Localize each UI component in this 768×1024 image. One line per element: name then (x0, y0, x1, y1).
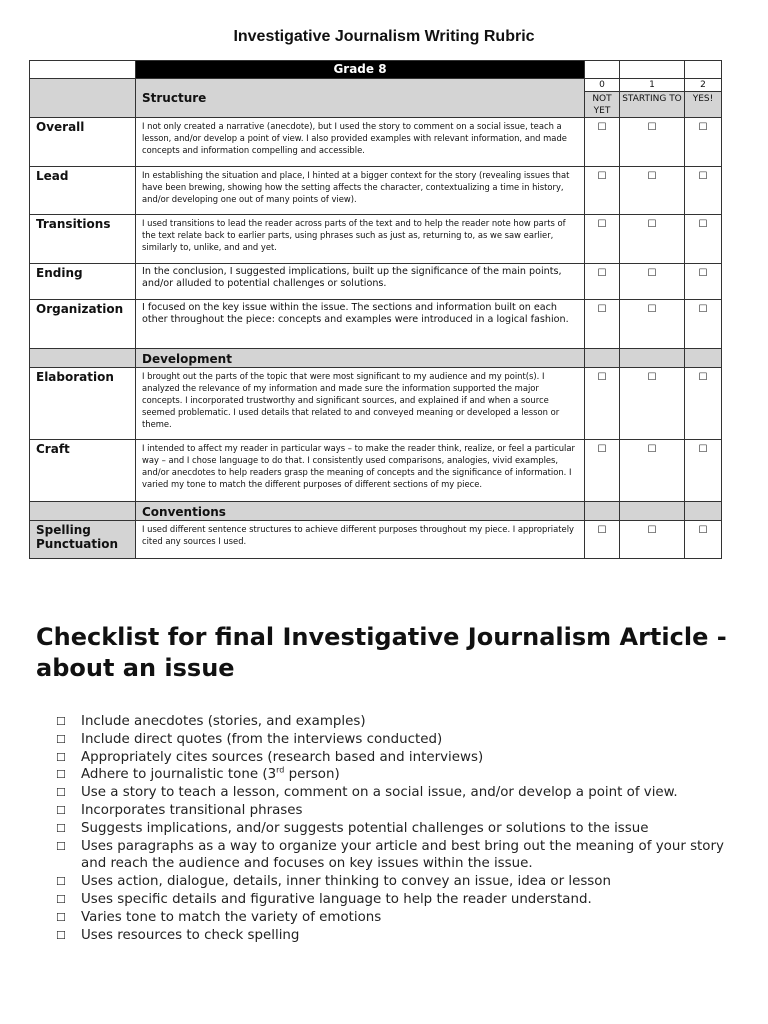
checkbox-icon[interactable]: ☐ (56, 839, 66, 853)
checkbox-icon[interactable]: ☐ (56, 803, 66, 817)
grade-label: Grade 8 (136, 61, 585, 79)
checklist-item (56, 766, 746, 784)
score-label-yes: YES! (685, 92, 722, 118)
rubric-table (29, 60, 722, 559)
checkbox-yes[interactable]: ☐ (685, 521, 722, 559)
checkbox-yes[interactable]: ☐ (685, 440, 722, 502)
category-organization: Organization (30, 300, 136, 349)
checklist-item-text: Uses resources to check spelling (81, 927, 300, 943)
checklist-item (56, 820, 746, 838)
section-heading-structure (136, 79, 585, 118)
checkbox-yes[interactable]: ☐ (685, 215, 722, 264)
category-transitions: Transitions (30, 215, 136, 264)
section-score-blank (685, 349, 722, 368)
checklist-item-text: Appropriately cites sources (research based and interviews) (81, 749, 484, 765)
checklist-item (56, 838, 746, 874)
checkbox-starting-to[interactable]: ☐ (620, 440, 685, 502)
checkbox-starting-to[interactable]: ☐ (620, 215, 685, 264)
category-lead: Lead (30, 167, 136, 215)
checklist-item-text: Uses specific details and figurative language to help the reader understand. (81, 891, 592, 907)
ordinal-superscript: rd (276, 765, 285, 775)
development-corner-cell (30, 349, 136, 368)
checkbox-not-yet[interactable]: ☐ (585, 264, 620, 300)
score-header-blank (585, 61, 620, 79)
checklist-item-text: Varies tone to match the variety of emotions (81, 909, 382, 925)
checkbox-icon[interactable]: ☐ (56, 750, 66, 764)
score-label-not-yet: NOT YET (585, 92, 620, 118)
checkbox-icon[interactable]: ☐ (56, 715, 66, 728)
checkbox-yes[interactable]: ☐ (685, 167, 722, 215)
section-score-blank (620, 349, 685, 368)
checklist-item-text-end: person) (284, 767, 340, 783)
structure-corner-cell (30, 79, 136, 118)
checkbox-yes[interactable]: ☐ (685, 368, 722, 440)
description-ending: In the conclusion, I suggested implications, built up the significance of the main points, and/or alluded to potential challenges or solutions. (136, 264, 585, 300)
checklist-item-text: Incorporates transitional phrases (81, 802, 303, 818)
section-heading-text: Structure (142, 91, 207, 105)
checklist-item (56, 713, 746, 731)
checklist-item (56, 802, 746, 820)
checkbox-not-yet[interactable]: ☐ (585, 440, 620, 502)
checkbox-not-yet[interactable]: ☐ (585, 521, 620, 559)
checklist-item (56, 927, 746, 945)
checkbox-icon[interactable]: ☐ (56, 732, 66, 746)
page-title: Investigative Journalism Writing Rubric (233, 28, 535, 45)
checkbox-yes[interactable]: ☐ (685, 118, 722, 167)
score-number-2: 2 (685, 79, 722, 92)
checklist-item-text: Use a story to teach a lesson, comment on a social issue, and/or develop a point of view. (81, 785, 678, 801)
score-header-blank (620, 61, 685, 79)
checklist-heading: Checklist for final Investigative Journalism Article - about an issue (36, 623, 727, 682)
description-organization: I focused on the key issue within the issue. The sections and information built on each other throughout the piece: concepts and examples were introduced in a logical fashion. (136, 300, 585, 349)
checkbox-starting-to[interactable]: ☐ (620, 118, 685, 167)
checkbox-starting-to[interactable]: ☐ (620, 264, 685, 300)
category-ending: Ending (30, 264, 136, 300)
checklist-item (56, 909, 746, 927)
checkbox-icon[interactable]: ☐ (56, 928, 66, 942)
checkbox-icon[interactable]: ☐ (56, 768, 66, 782)
checkbox-yes[interactable]: ☐ (685, 300, 722, 349)
checkbox-not-yet[interactable]: ☐ (585, 215, 620, 264)
score-number-1: 1 (620, 79, 685, 92)
checklist-item-text: Adhere to journalistic tone (3 (81, 767, 277, 783)
checklist-item-text: Uses paragraphs as a way to organize your article and best bring out the meaning of your story and reach the audience and focuses on key issues within the issue. (81, 838, 724, 872)
checkbox-starting-to[interactable]: ☐ (620, 521, 685, 559)
checklist-item (56, 891, 746, 909)
checklist (56, 713, 746, 944)
checkbox-starting-to[interactable]: ☐ (620, 368, 685, 440)
category-overall: Overall (30, 118, 136, 167)
checkbox-not-yet[interactable]: ☐ (585, 368, 620, 440)
score-number-0: 0 (585, 79, 620, 92)
checkbox-icon[interactable]: ☐ (56, 786, 66, 800)
checkbox-yes[interactable]: ☐ (685, 264, 722, 300)
score-header-blank (685, 61, 722, 79)
description-craft: I intended to affect my reader in particular ways – to make the reader think, realize, or feel a particular way – and I chose language to do that. I consistently used comparisons, analogies, vivid examples, and/or anecdotes to help readers grasp the meaning of concepts and the significance of information. I varied my tone to match the different purposes of different sections of my piece. (136, 440, 585, 502)
checkbox-not-yet[interactable]: ☐ (585, 300, 620, 349)
rubric-corner-cell (30, 61, 136, 79)
checkbox-icon[interactable]: ☐ (56, 910, 66, 924)
checkbox-icon[interactable]: ☐ (56, 821, 66, 835)
description-transitions: I used transitions to lead the reader across parts of the text and to help the reader note how parts of the text relate back to earlier parts, using phrases such as just as, returning to, as we saw earlier, similarly to, unlike, and and yet. (136, 215, 585, 264)
score-label-starting-to: STARTING TO (620, 92, 685, 118)
checkbox-not-yet[interactable]: ☐ (585, 118, 620, 167)
description-elaboration: I brought out the parts of the topic that were most significant to my audience and my point(s). I analyzed the relevance of my information and made sure the information supported the major concepts. I incorporated trustworthy and significant sources, and explained if and when a source seemed problematic. I used details that related to and conveyed meaning or developed a lesson or theme. (136, 368, 585, 440)
category-craft: Craft (30, 440, 136, 502)
category-elaboration: Elaboration (30, 368, 136, 440)
checkbox-icon[interactable]: ☐ (56, 892, 66, 906)
checklist-item-text: Uses action, dialogue, details, inner thinking to convey an issue, idea or lesson (81, 874, 611, 890)
checklist-item-text: Include direct quotes (from the interviews conducted) (81, 731, 443, 747)
checklist-item-text: Include anecdotes (stories, and examples) (81, 714, 366, 729)
checkbox-starting-to[interactable]: ☐ (620, 167, 685, 215)
checklist-item (56, 784, 746, 802)
section-score-blank (620, 502, 685, 521)
checkbox-icon[interactable]: ☐ (56, 875, 66, 889)
section-heading-development: Development (136, 349, 585, 368)
checklist-item (56, 873, 746, 891)
section-score-blank (585, 349, 620, 368)
description-overall: I not only created a narrative (anecdote), but I used the story to comment on a social issue, teach a lesson, and/or develop a point of view. I also provided examples with relevant information, and made concepts and information compelling and accessible. (136, 118, 585, 167)
section-heading-conventions: Conventions (136, 502, 585, 521)
section-score-blank (585, 502, 620, 521)
description-lead: In establishing the situation and place, I hinted at a bigger context for the story (revealing issues that have been brewing, showing how the setting affects the character, contextualizing a time in history, and/or developing one out of many points of view). (136, 167, 585, 215)
checkbox-not-yet[interactable]: ☐ (585, 167, 620, 215)
checklist-item (56, 749, 746, 767)
category-spelling-punctuation: Spelling Punctuation (30, 521, 136, 559)
conventions-corner-cell (30, 502, 136, 521)
checklist-item-text: Suggests implications, and/or suggests potential challenges or solutions to the issue (81, 820, 649, 836)
checklist-item (56, 731, 746, 749)
section-score-blank (685, 502, 722, 521)
checkbox-starting-to[interactable]: ☐ (620, 300, 685, 349)
description-spelling-punctuation: I used different sentence structures to achieve different purposes throughout my piece. I appropriately cited any sources I used. (136, 521, 585, 559)
